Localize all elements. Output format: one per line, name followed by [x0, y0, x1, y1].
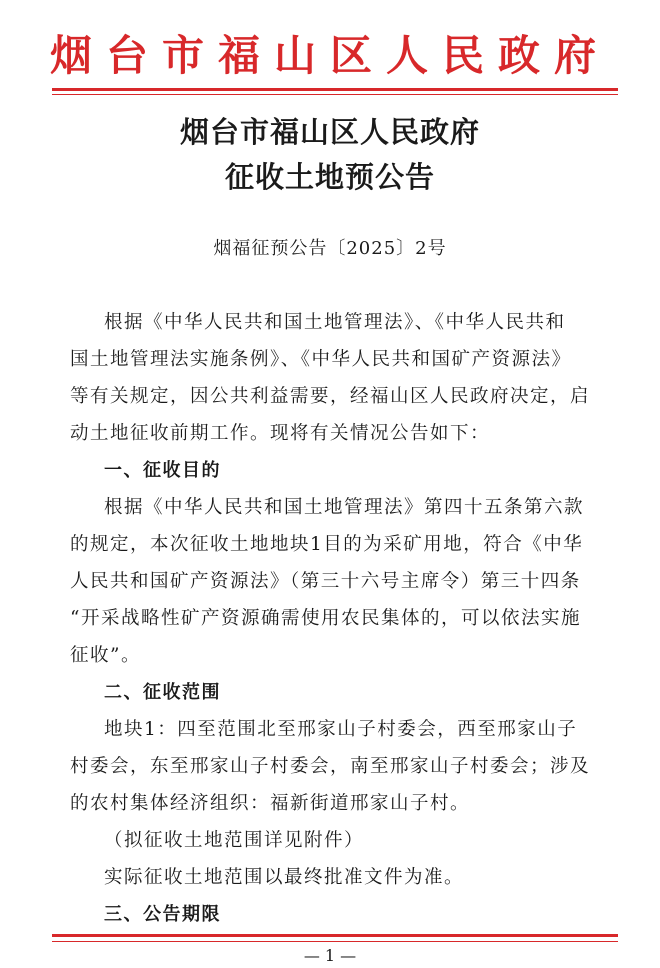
body-line: 地块1：四至范围北至邢家山子村委会，西至邢家山子: [104, 719, 578, 740]
body-line: （拟征收土地范围详见附件）: [104, 830, 365, 851]
document-title-line1: 烟台市福山区人民政府: [179, 115, 480, 149]
body-line: 征收”。: [70, 645, 141, 666]
body-line: “开采战略性矿产资源确需使用农民集体的，可以依法实施: [70, 608, 581, 629]
body-line: 根据《中华人民共和国土地管理法》第四十五条第六款: [104, 497, 585, 518]
page-number: — 1 —: [303, 946, 357, 965]
body-line: 的农村集体经济组织：福新街道邢家山子村。: [70, 793, 471, 814]
body-line: 根据《中华人民共和国土地管理法》、《中华人民共和: [104, 312, 566, 333]
document-title-line2: 征收土地预公告: [224, 160, 435, 194]
document-number: 烟福征预公告〔2025〕2号: [213, 238, 447, 259]
footer-red-rule-thin: [52, 941, 618, 942]
section-heading: 二、征收范围: [104, 682, 221, 703]
body-line: 等有关规定，因公共利益需要，经福山区人民政府决定，启: [70, 386, 591, 407]
body-line: 的规定，本次征收土地地块1目的为采矿用地，符合《中华: [70, 534, 584, 555]
body-line: 国土地管理法实施条例》、《中华人民共和国矿产资源法》: [70, 349, 572, 370]
letterhead-title: 烟台市福山区人民政府: [49, 31, 610, 80]
body-line: 人民共和国矿产资源法》（第三十六号主席令）第三十四条: [70, 571, 581, 592]
section-heading: 三、公告期限: [104, 904, 221, 925]
section-heading: 一、征收目的: [104, 460, 221, 481]
body-line: 动土地征收前期工作。现将有关情况公告如下：: [70, 423, 491, 444]
footer-red-rule: [52, 934, 618, 937]
body-line: 实际征收土地范围以最终批准文件为准。: [104, 867, 465, 888]
letterhead-red-rule-thin: [52, 94, 618, 95]
letterhead-red-rule: [52, 88, 618, 91]
body-line: 村委会，东至邢家山子村委会，南至邢家山子村委会；涉及: [70, 756, 591, 777]
